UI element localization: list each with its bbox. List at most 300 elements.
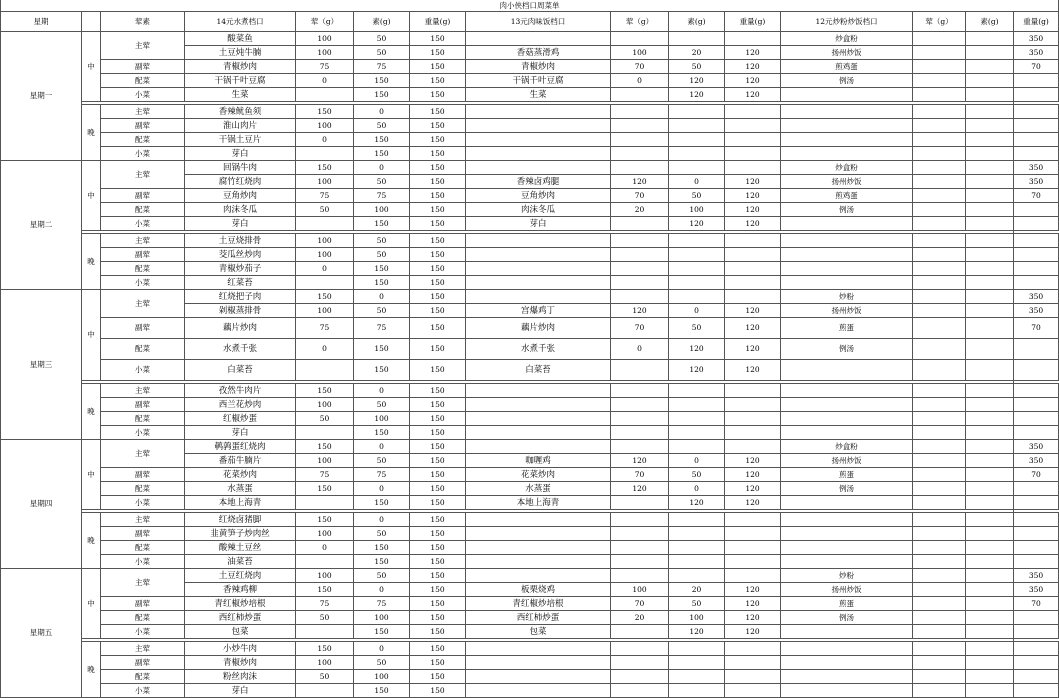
category-label: 小菜 — [101, 217, 185, 231]
veg-grams: 150 — [354, 88, 410, 102]
veg-grams: 0 — [354, 105, 410, 119]
total-weight: 150 — [410, 203, 466, 217]
table-row — [1, 670, 1059, 684]
meat-grams — [296, 360, 354, 381]
category-label: 配菜 — [101, 74, 185, 88]
empty-cell — [611, 670, 669, 684]
meat-grams: 100 — [296, 46, 354, 60]
empty-cell — [466, 412, 611, 426]
empty-cell — [1014, 234, 1059, 248]
total-weight — [1014, 360, 1059, 381]
meat-grams — [913, 74, 966, 88]
total-weight: 150 — [410, 398, 466, 412]
veg-grams — [669, 161, 725, 175]
dish-name: 煎蛋 — [781, 318, 913, 339]
veg-grams: 50 — [354, 304, 410, 318]
meat-grams: 70 — [611, 597, 669, 611]
empty-cell — [781, 248, 913, 262]
table-row — [1, 513, 1059, 527]
dish-name: 干锅千叶豆腐 — [466, 74, 611, 88]
dish-name: 红烧卤猪脚 — [185, 513, 296, 527]
total-weight — [1014, 339, 1059, 360]
meat-grams — [611, 360, 669, 381]
dish-name: 青椒炒茄子 — [185, 262, 296, 276]
meat-grams: 0 — [611, 339, 669, 360]
total-weight: 120 — [725, 339, 781, 360]
category-label: 主荤 — [101, 384, 185, 398]
total-weight: 120 — [725, 454, 781, 468]
empty-cell — [1014, 513, 1059, 527]
empty-cell — [466, 398, 611, 412]
empty-cell — [913, 133, 966, 147]
meat-grams: 0 — [296, 133, 354, 147]
empty-cell — [913, 541, 966, 555]
dish-name: 酸菜鱼 — [185, 32, 296, 46]
meat-grams: 150 — [296, 161, 354, 175]
table-row — [1, 147, 1059, 161]
total-weight: 150 — [410, 454, 466, 468]
dish-name: 芽白 — [185, 217, 296, 231]
meat-grams — [296, 684, 354, 698]
empty-cell — [611, 398, 669, 412]
category-label: 配菜 — [101, 133, 185, 147]
veg-grams — [966, 360, 1014, 381]
empty-cell — [781, 276, 913, 290]
dish-name: 咖喱鸡 — [466, 454, 611, 468]
dish-name — [466, 569, 611, 583]
veg-grams: 150 — [354, 360, 410, 381]
empty-cell — [966, 642, 1014, 656]
empty-cell — [1014, 262, 1059, 276]
total-weight: 350 — [1014, 32, 1059, 46]
meal-label-dinner: 晚 — [82, 384, 101, 440]
total-weight — [1014, 496, 1059, 510]
empty-cell — [966, 426, 1014, 440]
empty-cell — [669, 276, 725, 290]
category-label: 小菜 — [101, 360, 185, 381]
dish-name: 炒盒粉 — [781, 32, 913, 46]
veg-grams: 75 — [354, 318, 410, 339]
empty-cell — [966, 412, 1014, 426]
veg-grams: 120 — [669, 360, 725, 381]
empty-cell — [466, 105, 611, 119]
category-label: 副荤 — [101, 398, 185, 412]
empty-cell — [725, 398, 781, 412]
meal-label-lunch: 中 — [82, 440, 101, 510]
meat-grams: 150 — [296, 583, 354, 597]
empty-cell — [1014, 642, 1059, 656]
veg-grams: 0 — [354, 161, 410, 175]
dish-name: 剁椒蒸排骨 — [185, 304, 296, 318]
dish-name — [781, 625, 913, 639]
day-label: 星期四 — [1, 440, 82, 569]
table-row — [1, 60, 1059, 74]
total-weight: 150 — [410, 611, 466, 625]
veg-grams: 120 — [669, 74, 725, 88]
veg-grams — [966, 60, 1014, 74]
dish-name: 芽白 — [185, 147, 296, 161]
veg-grams: 150 — [354, 217, 410, 231]
veg-grams: 150 — [354, 262, 410, 276]
dish-name: 生菜 — [466, 88, 611, 102]
meat-grams: 75 — [296, 60, 354, 74]
day-label: 星期二 — [1, 161, 82, 290]
meat-grams — [913, 468, 966, 482]
meat-grams — [296, 555, 354, 569]
veg-grams: 50 — [354, 46, 410, 60]
total-weight: 150 — [410, 426, 466, 440]
veg-grams: 150 — [354, 74, 410, 88]
total-weight: 150 — [410, 189, 466, 203]
header-stall-3: 12元炒粉炒饭档口 — [781, 12, 913, 32]
veg-grams: 20 — [669, 46, 725, 60]
meat-grams — [913, 597, 966, 611]
empty-cell — [466, 642, 611, 656]
empty-cell — [611, 527, 669, 541]
meat-grams: 100 — [611, 583, 669, 597]
dish-name: 扬州炒饭 — [781, 46, 913, 60]
total-weight: 70 — [1014, 60, 1059, 74]
dish-name: 炒粉 — [781, 290, 913, 304]
header-meat-3: 荤（g） — [913, 12, 966, 32]
total-weight: 150 — [410, 60, 466, 74]
meat-grams: 150 — [296, 482, 354, 496]
dish-name: 韭黄笋子炒肉丝 — [185, 527, 296, 541]
empty-cell — [725, 642, 781, 656]
empty-cell — [466, 234, 611, 248]
meat-grams: 20 — [611, 203, 669, 217]
dish-name: 板栗烧鸡 — [466, 583, 611, 597]
empty-cell — [725, 105, 781, 119]
meat-grams: 100 — [296, 527, 354, 541]
table-row — [1, 412, 1059, 426]
meat-grams: 75 — [296, 318, 354, 339]
veg-grams: 100 — [354, 412, 410, 426]
dish-name: 水煮千张 — [466, 339, 611, 360]
meat-grams: 70 — [611, 468, 669, 482]
meat-grams — [913, 625, 966, 639]
total-weight — [1014, 203, 1059, 217]
veg-grams: 20 — [669, 583, 725, 597]
table-row — [1, 569, 1059, 583]
dish-name: 干锅土豆片 — [185, 133, 296, 147]
empty-cell — [725, 541, 781, 555]
veg-grams: 120 — [669, 217, 725, 231]
meat-grams: 70 — [611, 318, 669, 339]
total-weight — [725, 32, 781, 46]
meat-grams: 150 — [296, 105, 354, 119]
meat-grams: 120 — [611, 482, 669, 496]
table-row — [1, 642, 1059, 656]
dish-name: 油菜苔 — [185, 555, 296, 569]
veg-grams: 150 — [354, 541, 410, 555]
header-veg-3: 素(g) — [966, 12, 1014, 32]
dish-name: 芽白 — [466, 217, 611, 231]
total-weight — [1014, 482, 1059, 496]
veg-grams: 120 — [669, 496, 725, 510]
total-weight: 150 — [410, 74, 466, 88]
empty-cell — [669, 147, 725, 161]
meat-grams — [611, 290, 669, 304]
veg-grams: 0 — [354, 583, 410, 597]
meat-grams — [913, 339, 966, 360]
dish-name: 粉丝肉沫 — [185, 670, 296, 684]
dish-name: 藕片炒肉 — [466, 318, 611, 339]
table-row — [1, 496, 1059, 510]
meat-grams — [913, 496, 966, 510]
table-row — [1, 684, 1059, 698]
meal-label-dinner: 晚 — [82, 513, 101, 569]
dish-name: 茭瓜丝炒肉 — [185, 248, 296, 262]
veg-grams — [966, 583, 1014, 597]
meal-label-lunch: 中 — [82, 290, 101, 381]
meat-grams: 50 — [296, 670, 354, 684]
total-weight: 120 — [725, 318, 781, 339]
meat-grams: 50 — [296, 203, 354, 217]
dish-name: 扬州炒饭 — [781, 583, 913, 597]
meat-grams — [611, 217, 669, 231]
table-row — [1, 119, 1059, 133]
dish-name: 芽白 — [185, 684, 296, 698]
meat-grams — [611, 569, 669, 583]
veg-grams: 75 — [354, 60, 410, 74]
total-weight: 150 — [410, 412, 466, 426]
total-weight — [725, 290, 781, 304]
empty-cell — [611, 147, 669, 161]
dish-name: 青椒炒肉 — [185, 656, 296, 670]
dish-name: 扬州炒饭 — [781, 304, 913, 318]
total-weight: 150 — [410, 318, 466, 339]
dish-name: 香辣鱿鱼须 — [185, 105, 296, 119]
meat-grams — [913, 32, 966, 46]
empty-cell — [466, 133, 611, 147]
total-weight: 150 — [410, 670, 466, 684]
category-label: 主荤 — [101, 440, 185, 468]
veg-grams: 50 — [669, 468, 725, 482]
total-weight — [1014, 611, 1059, 625]
meat-grams — [913, 88, 966, 102]
header-row — [1, 12, 1059, 32]
meat-grams — [296, 496, 354, 510]
meat-grams: 150 — [296, 642, 354, 656]
total-weight: 120 — [725, 360, 781, 381]
veg-grams: 50 — [354, 398, 410, 412]
veg-grams — [966, 597, 1014, 611]
dish-name: 香辣鸡柳 — [185, 583, 296, 597]
meat-grams — [296, 217, 354, 231]
header-weight-3: 重量(g) — [1014, 12, 1059, 32]
veg-grams: 120 — [669, 339, 725, 360]
empty-cell — [1014, 105, 1059, 119]
veg-grams: 50 — [354, 119, 410, 133]
total-weight: 150 — [410, 527, 466, 541]
dish-name: 青红椒炒培根 — [466, 597, 611, 611]
empty-cell — [1014, 133, 1059, 147]
total-weight: 350 — [1014, 304, 1059, 318]
veg-grams: 50 — [354, 454, 410, 468]
total-weight: 150 — [410, 468, 466, 482]
dish-name: 炒粉 — [781, 569, 913, 583]
dish-name: 煎蛋 — [781, 468, 913, 482]
total-weight — [1014, 74, 1059, 88]
table-row — [1, 339, 1059, 360]
empty-cell — [913, 527, 966, 541]
total-weight: 150 — [410, 555, 466, 569]
meat-grams — [913, 611, 966, 625]
empty-cell — [611, 555, 669, 569]
veg-grams: 50 — [669, 189, 725, 203]
dish-name: 煎鸡蛋 — [781, 60, 913, 74]
total-weight: 120 — [725, 583, 781, 597]
total-weight: 150 — [410, 32, 466, 46]
empty-cell — [913, 147, 966, 161]
header-veg-1: 素(g) — [354, 12, 410, 32]
veg-grams: 100 — [354, 203, 410, 217]
empty-cell — [611, 276, 669, 290]
empty-cell — [669, 513, 725, 527]
empty-cell — [781, 119, 913, 133]
category-label: 小菜 — [101, 276, 185, 290]
empty-cell — [1014, 555, 1059, 569]
total-weight: 150 — [410, 684, 466, 698]
meat-grams: 0 — [611, 74, 669, 88]
empty-cell — [669, 642, 725, 656]
total-weight: 120 — [725, 597, 781, 611]
veg-grams: 100 — [354, 670, 410, 684]
meat-grams — [913, 318, 966, 339]
veg-grams: 0 — [354, 482, 410, 496]
veg-grams — [966, 161, 1014, 175]
empty-cell — [966, 234, 1014, 248]
total-weight: 350 — [1014, 175, 1059, 189]
table-row — [1, 440, 1059, 454]
dish-name — [781, 217, 913, 231]
meat-grams — [913, 161, 966, 175]
veg-grams — [966, 440, 1014, 454]
dish-name: 西红柿炒蛋 — [185, 611, 296, 625]
table-row — [1, 527, 1059, 541]
total-weight: 70 — [1014, 468, 1059, 482]
meat-grams: 100 — [611, 46, 669, 60]
empty-cell — [466, 513, 611, 527]
empty-cell — [966, 262, 1014, 276]
category-label: 主荤 — [101, 105, 185, 119]
empty-cell — [611, 513, 669, 527]
category-label: 配菜 — [101, 412, 185, 426]
meat-grams: 50 — [296, 611, 354, 625]
header-meat-2: 荤（g） — [611, 12, 669, 32]
empty-cell — [669, 656, 725, 670]
total-weight — [725, 161, 781, 175]
empty-cell — [466, 262, 611, 276]
empty-cell — [966, 513, 1014, 527]
empty-cell — [669, 684, 725, 698]
table-row — [1, 217, 1059, 231]
table-row — [1, 161, 1059, 175]
empty-cell — [725, 412, 781, 426]
veg-grams — [966, 217, 1014, 231]
meat-grams: 100 — [296, 569, 354, 583]
total-weight: 120 — [725, 46, 781, 60]
empty-cell — [669, 262, 725, 276]
empty-cell — [966, 105, 1014, 119]
empty-cell — [966, 541, 1014, 555]
empty-cell — [1014, 147, 1059, 161]
veg-grams: 0 — [354, 642, 410, 656]
empty-cell — [781, 513, 913, 527]
veg-grams: 150 — [354, 147, 410, 161]
meat-grams: 75 — [296, 468, 354, 482]
empty-cell — [466, 147, 611, 161]
table-row — [1, 88, 1059, 102]
empty-cell — [966, 398, 1014, 412]
empty-cell — [913, 670, 966, 684]
meat-grams: 100 — [296, 656, 354, 670]
table-row — [1, 276, 1059, 290]
category-label: 副荤 — [101, 60, 185, 74]
empty-cell — [669, 234, 725, 248]
meat-grams — [296, 147, 354, 161]
dish-name — [466, 440, 611, 454]
total-weight: 120 — [725, 468, 781, 482]
empty-cell — [466, 670, 611, 684]
meat-grams — [913, 175, 966, 189]
category-label: 小菜 — [101, 147, 185, 161]
category-label: 副荤 — [101, 119, 185, 133]
empty-cell — [611, 234, 669, 248]
dish-name: 回锅牛肉 — [185, 161, 296, 175]
total-weight: 150 — [410, 217, 466, 231]
dish-name: 花菜炒肉 — [185, 468, 296, 482]
empty-cell — [913, 262, 966, 276]
empty-cell — [669, 398, 725, 412]
empty-cell — [725, 248, 781, 262]
meat-grams: 20 — [611, 611, 669, 625]
total-weight — [1014, 88, 1059, 102]
meat-grams: 100 — [296, 398, 354, 412]
category-label: 配菜 — [101, 482, 185, 496]
dish-name: 生菜 — [185, 88, 296, 102]
category-label: 副荤 — [101, 318, 185, 339]
table-row — [1, 262, 1059, 276]
empty-cell — [1014, 384, 1059, 398]
meat-grams — [913, 482, 966, 496]
table-row — [1, 541, 1059, 555]
empty-cell — [781, 684, 913, 698]
dish-name — [466, 290, 611, 304]
total-weight: 150 — [410, 656, 466, 670]
veg-grams: 50 — [354, 569, 410, 583]
empty-cell — [913, 105, 966, 119]
veg-grams — [669, 569, 725, 583]
empty-cell — [1014, 684, 1059, 698]
table-row — [1, 234, 1059, 248]
table-row — [1, 482, 1059, 496]
dish-name: 孜然牛肉片 — [185, 384, 296, 398]
table-row — [1, 625, 1059, 639]
dish-name: 青红椒炒培根 — [185, 597, 296, 611]
total-weight: 150 — [410, 440, 466, 454]
dish-name: 肉沫冬瓜 — [466, 203, 611, 217]
meat-grams — [296, 88, 354, 102]
meat-grams: 50 — [296, 412, 354, 426]
category-label: 副荤 — [101, 656, 185, 670]
empty-cell — [781, 262, 913, 276]
meat-grams — [611, 32, 669, 46]
dish-name — [781, 88, 913, 102]
empty-cell — [913, 412, 966, 426]
title-row — [1, 0, 1059, 12]
